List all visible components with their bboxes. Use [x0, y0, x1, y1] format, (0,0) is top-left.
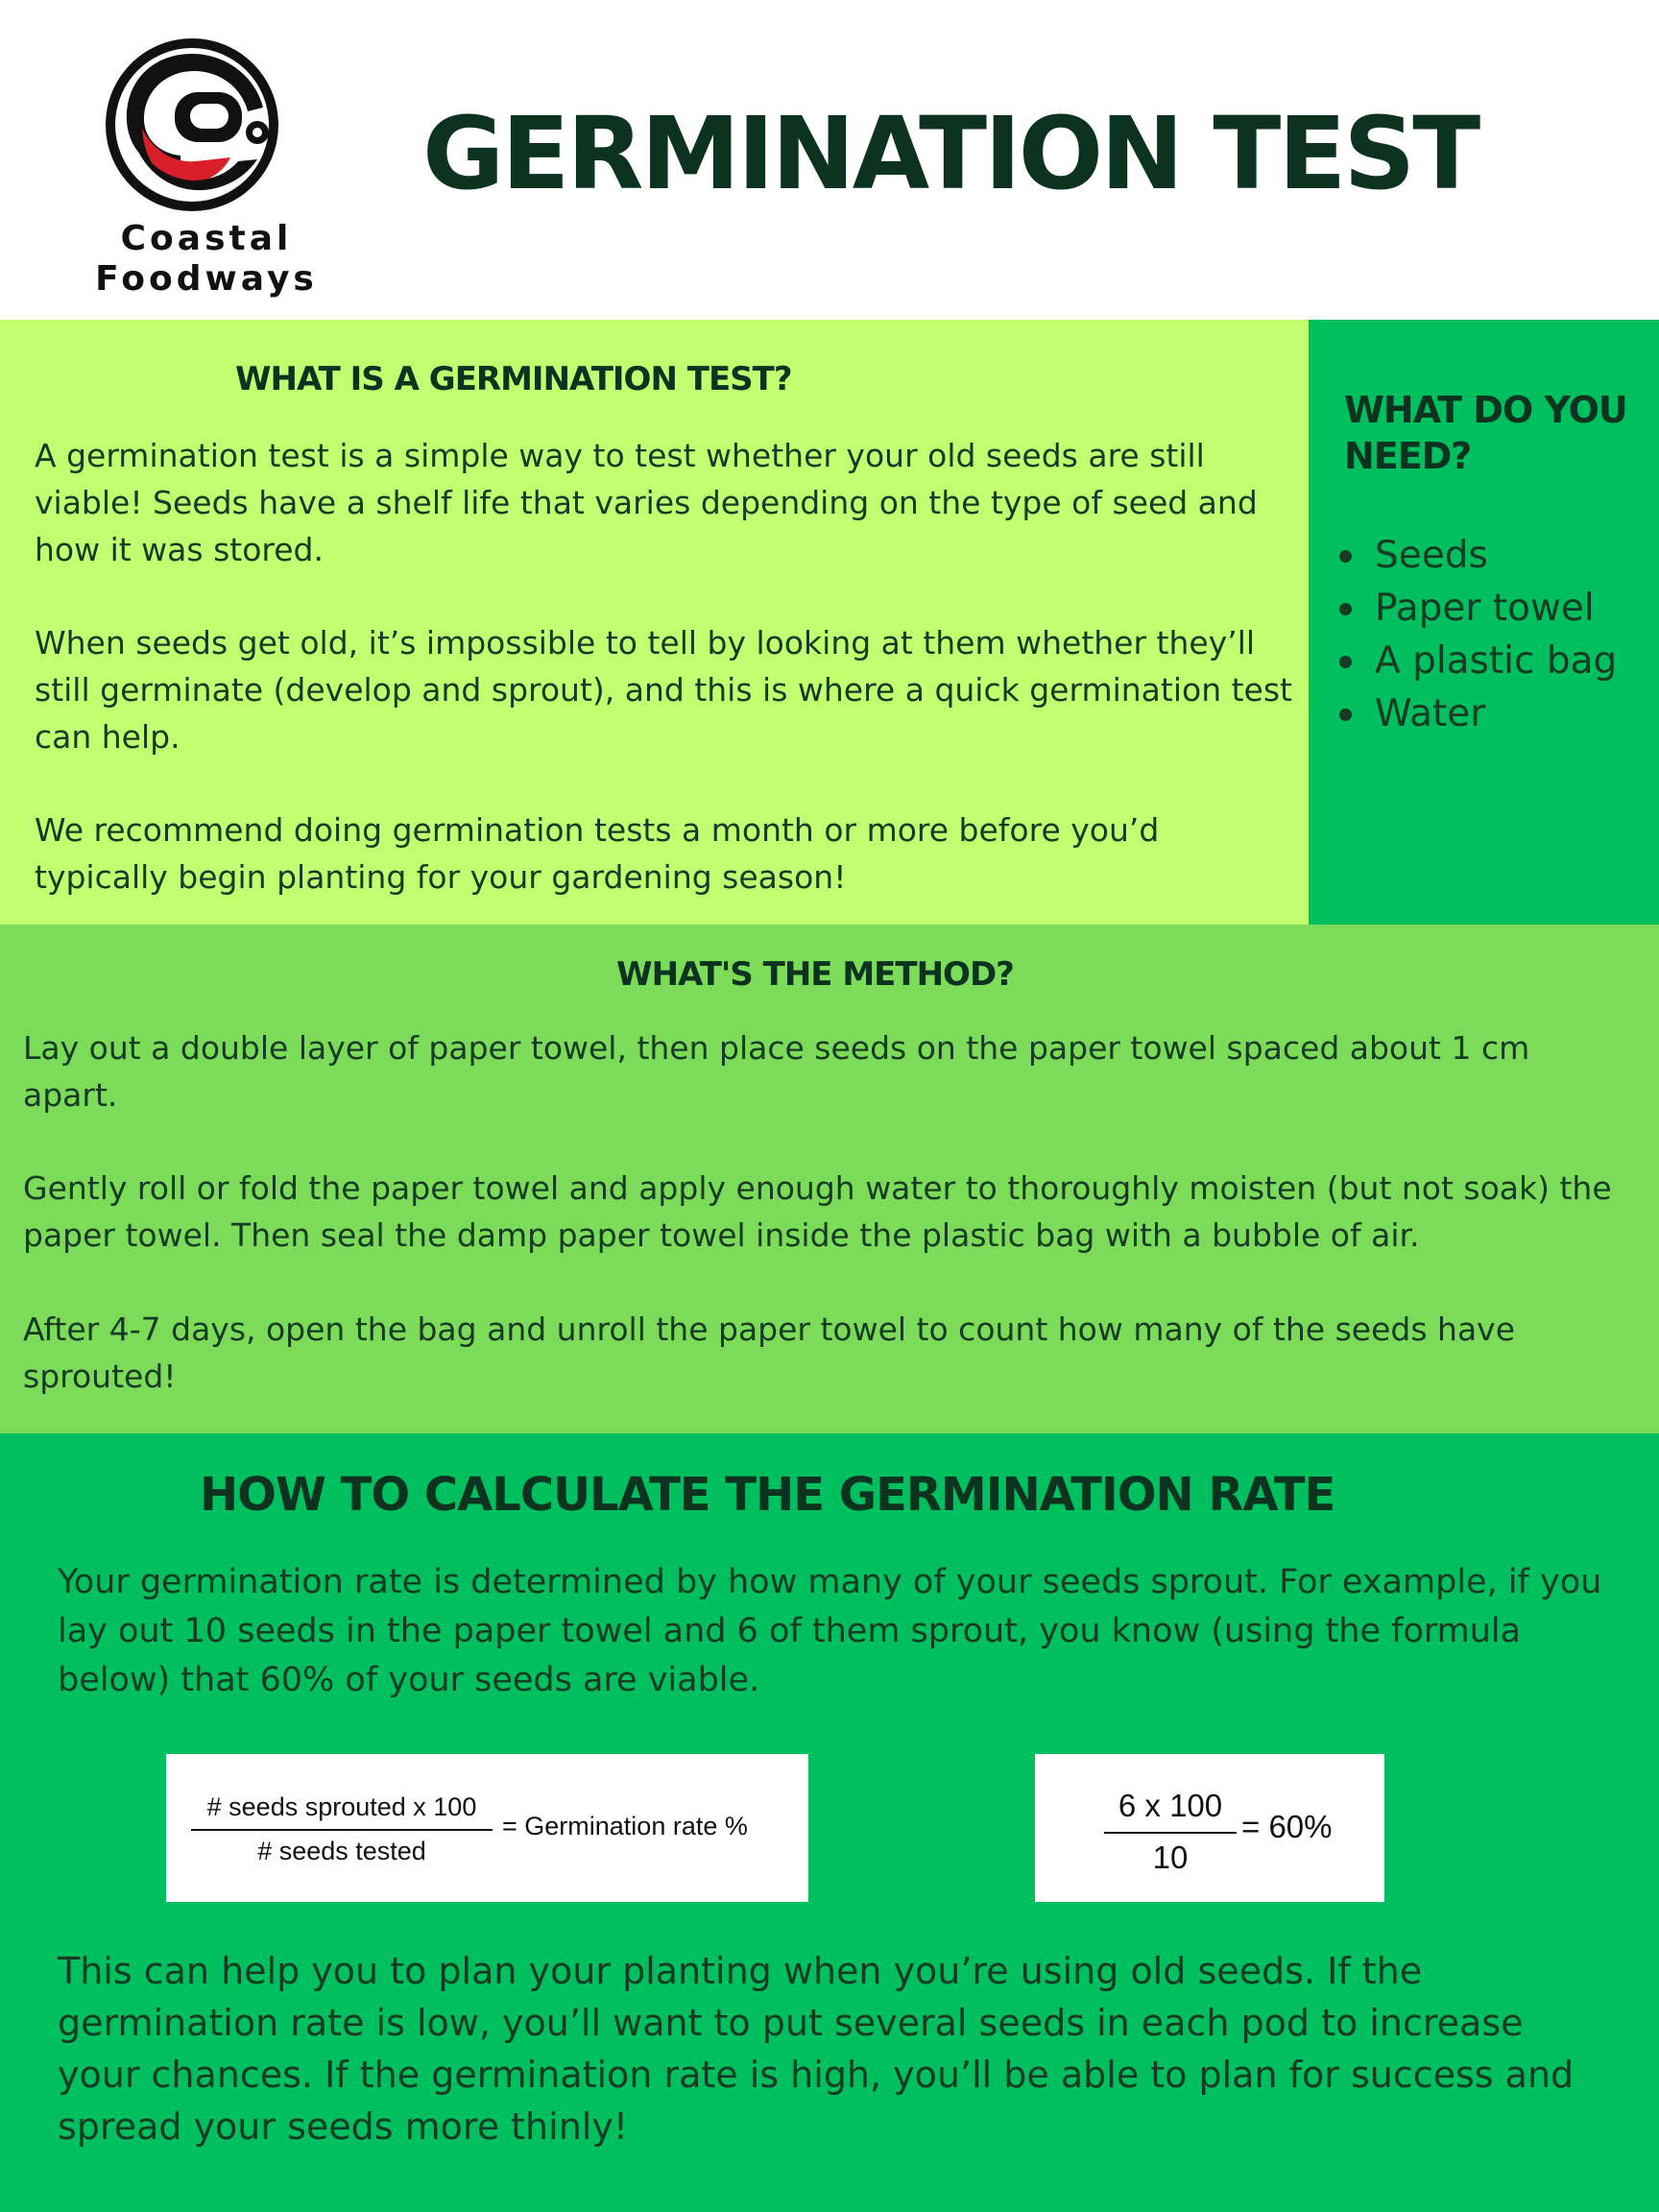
what-is-paragraph: We recommend doing germination tests a month or more before you’d typically begin planting for your gardening season! [35, 811, 1160, 897]
method-text [23, 1025, 1617, 1400]
fraction-bar [1104, 1832, 1237, 1834]
list-item: A plastic bag [1335, 635, 1617, 687]
fraction-bar [191, 1829, 493, 1831]
formula-numerator: # seeds sprouted x 100 [206, 1792, 477, 1821]
calculate-intro: Your germination rate is determined by how many of your seeds sprout. For example, if you lay out 10 seeds in the paper towel and 6 of them sprout, you know (using the formula below) that 60% of your seeds are viable. [58, 1563, 1602, 1699]
example-fraction [1104, 1787, 1237, 1877]
formula-denominator: # seeds tested [257, 1837, 426, 1865]
method-paragraph: Lay out a double layer of paper towel, then place seeds on the paper towel spaced about 1 cm apart. [23, 1029, 1530, 1114]
method-heading: WHAT'S THE METHOD? [616, 955, 1014, 994]
what-you-need-heading: WHAT DO YOU NEED? [1344, 389, 1627, 477]
what-is-paragraph: When seeds get old, it’s impossible to tell by looking at them whether they’ll still germinate (develop and sprout), and this is where a quick germination test can help. [35, 624, 1292, 756]
brand-line-2: Foodways [95, 259, 318, 299]
example-box [1035, 1754, 1384, 1902]
method-section [0, 925, 1659, 1433]
brand-line-1: Coastal [120, 219, 293, 258]
page-title: GERMINATION TEST [422, 95, 1479, 212]
brand-name [38, 219, 374, 300]
what-is-text [35, 433, 1292, 902]
method-paragraph: After 4-7 days, open the bag and unroll the paper towel to count how many of the seeds have sprouted! [23, 1310, 1515, 1395]
list-item: Seeds [1335, 529, 1617, 582]
what-is-section [0, 320, 1309, 925]
example-result: = 60% [1241, 1809, 1333, 1844]
list-item: Water [1335, 687, 1617, 740]
formula-fraction [191, 1791, 493, 1867]
coastal-foodways-logo-icon [104, 36, 280, 213]
what-you-need-section [1309, 320, 1659, 925]
calculate-section [0, 1433, 1659, 2212]
calculate-heading: HOW TO CALCULATE THE GERMINATION RATE [200, 1468, 1335, 1522]
formula-result: = Germination rate % [502, 1812, 748, 1840]
example-denominator: 10 [1152, 1839, 1189, 1875]
method-paragraph: Gently roll or fold the paper towel and apply enough water to thoroughly moisten (but not soak) the paper towel. Then seal the damp paper towel inside the plastic bag with a bubble of air. [23, 1169, 1612, 1255]
list-item: Paper towel [1335, 582, 1617, 635]
supplies-list [1335, 529, 1617, 740]
calculate-outro: This can help you to plan your planting when you’re using old seeds. If the germination rate is low, you’ll want to put several seeds in each pod to increase your chances. If the germination rate is high, you’ll be able to plan for success and spread your seeds more thinly! [58, 1950, 1575, 2148]
what-is-heading: WHAT IS A GERMINATION TEST? [235, 360, 792, 398]
header [0, 0, 1659, 320]
example-numerator: 6 x 100 [1118, 1788, 1223, 1823]
what-is-paragraph: A germination test is a simple way to test whether your old seeds are still viable! Seeds have a shelf life that varies depending on the type of seed and how it was stored. [35, 437, 1258, 568]
formula-box [166, 1754, 808, 1902]
